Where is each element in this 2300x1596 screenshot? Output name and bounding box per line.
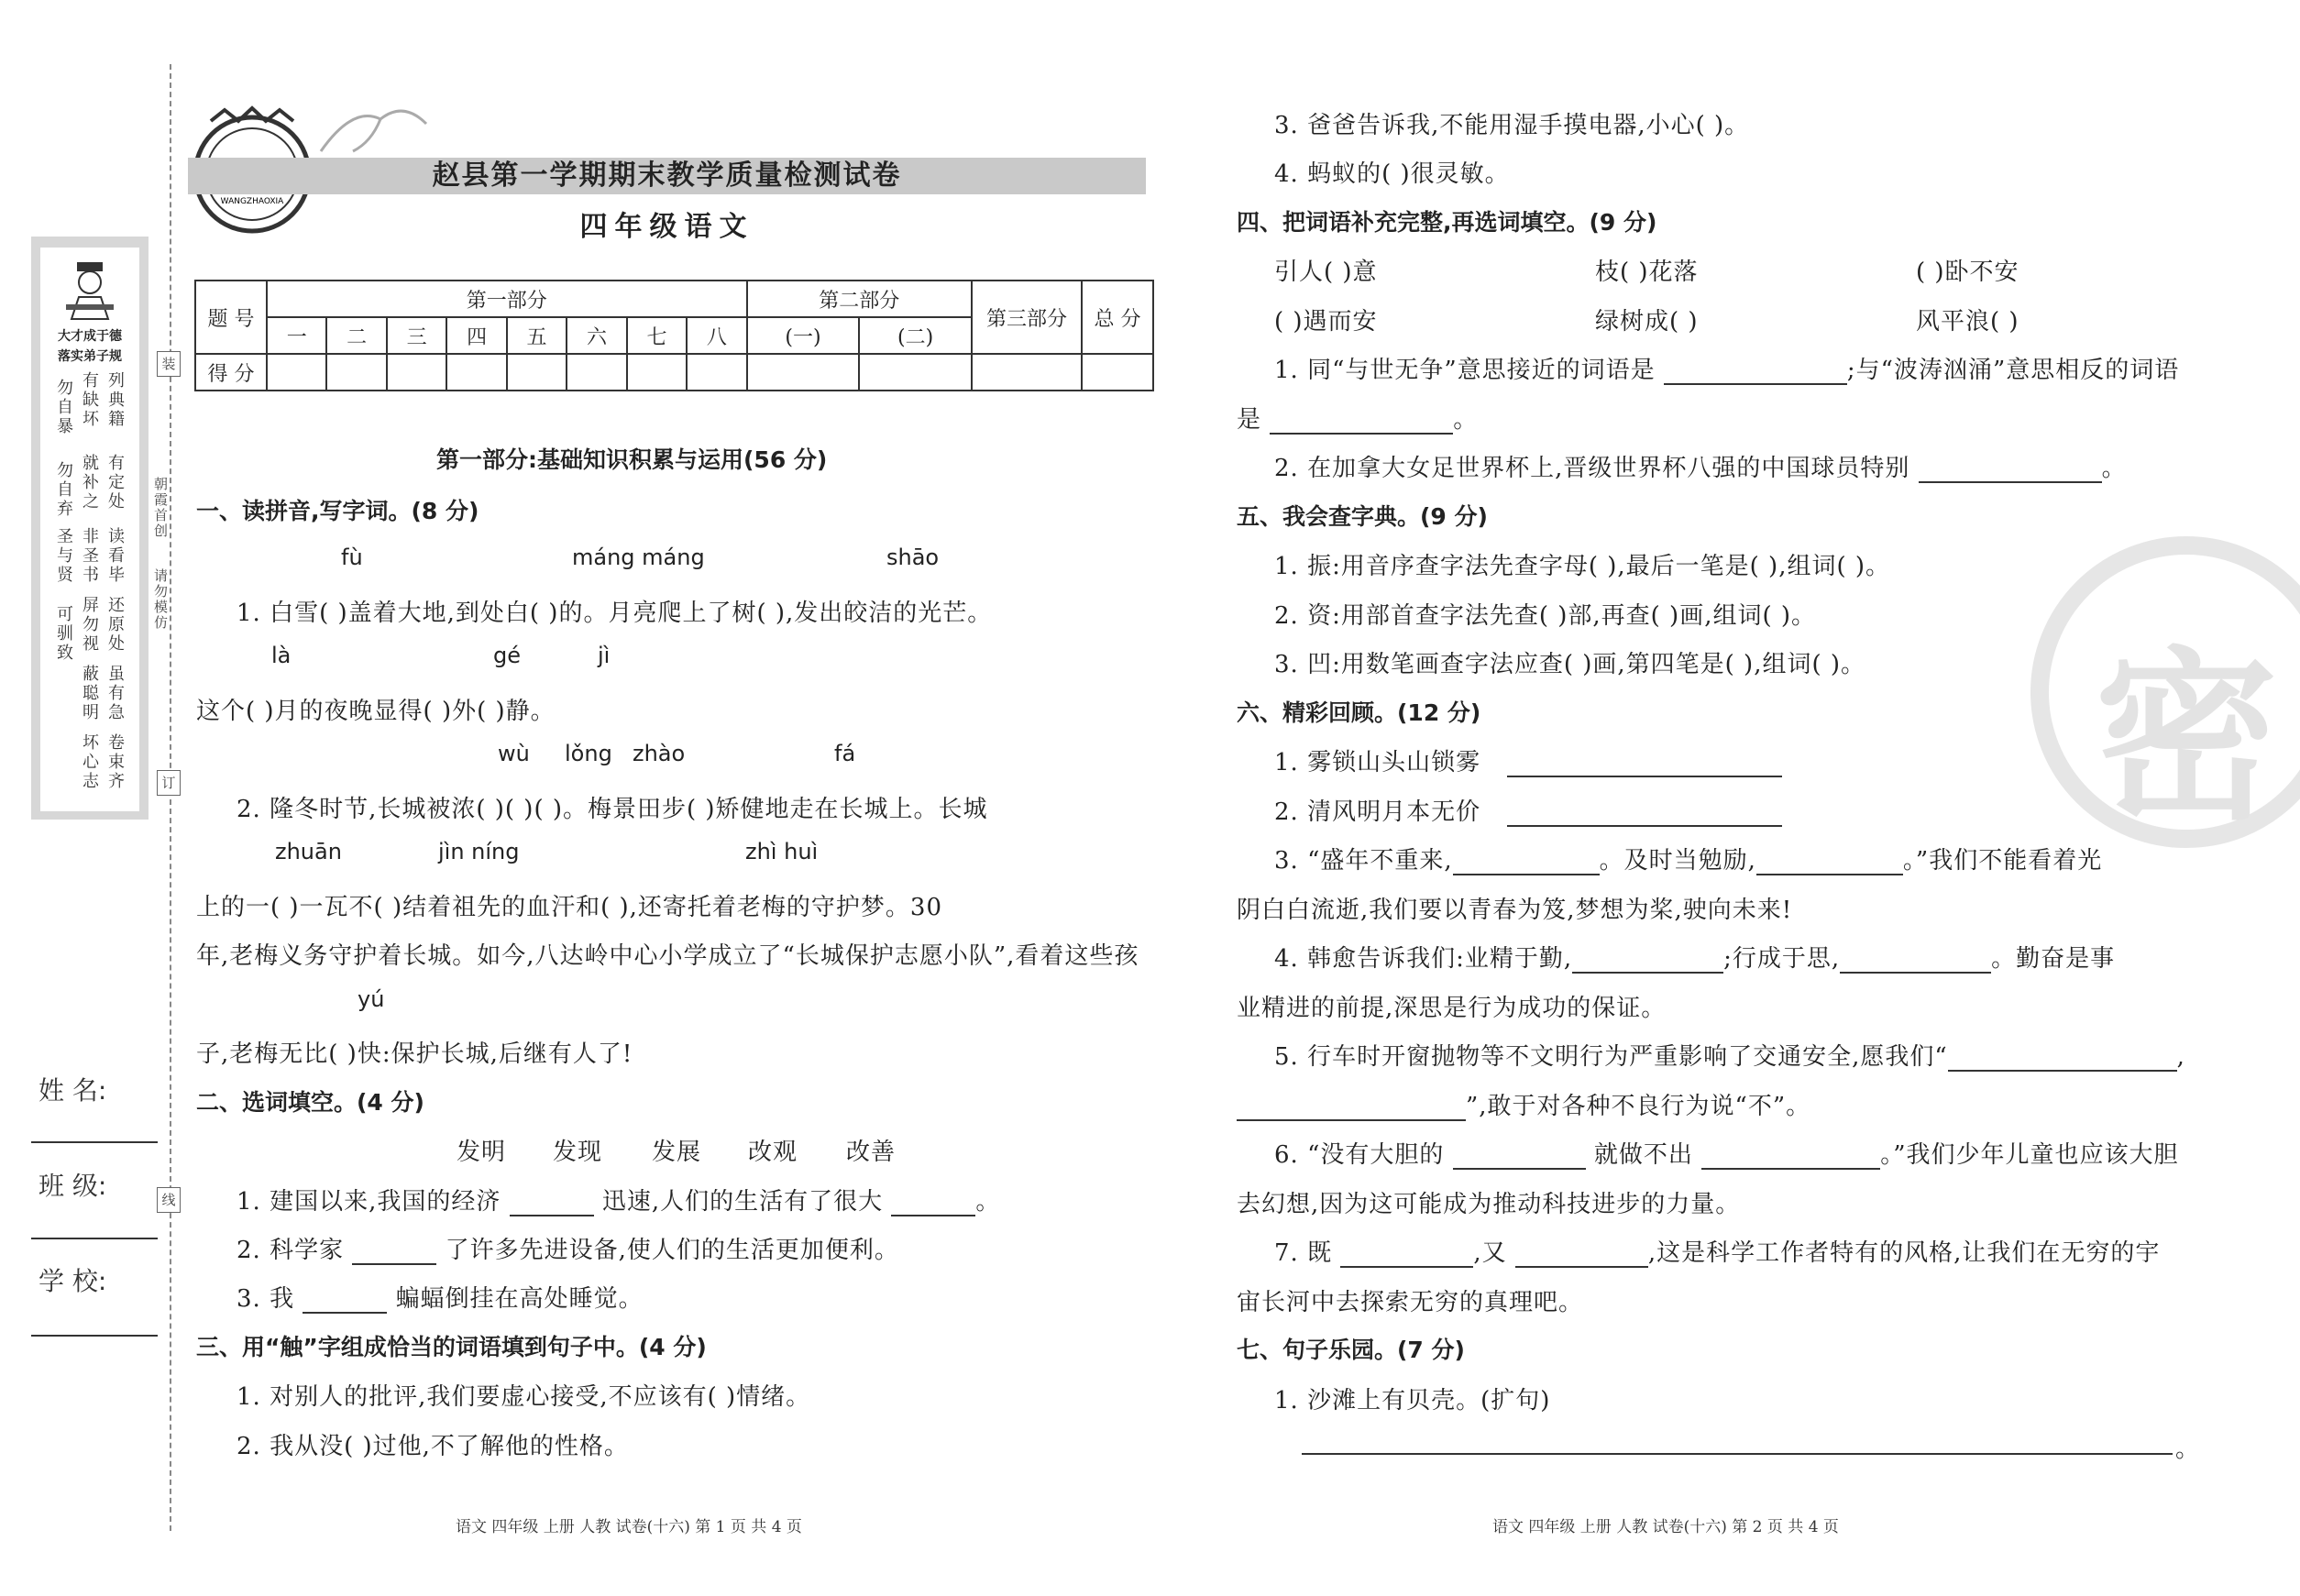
score-table-header: 第二部分: [747, 281, 972, 317]
idiom-item: ( )卧不安: [1916, 259, 2019, 286]
question-line: 2. 隆冬时节,长城被浓( )( )( )。梅景田步( )矫健地走在长城上。长城: [237, 796, 988, 823]
section-6-heading: 六、精彩回顾。(12 分): [1237, 699, 1481, 726]
question-line: 1. 白雪( )盖着大地,到处白( )的。月亮爬上了树( ),发出皎洁的光芒。: [237, 600, 993, 627]
binding-mark: 订: [157, 770, 181, 796]
score-table-col: 四: [446, 317, 506, 354]
pinyin: yú: [358, 986, 385, 1012]
part1-heading: 第一部分:基础知识积累与运用(56 分): [436, 446, 828, 473]
question-line: [1274, 351, 2179, 385]
question-line: 业精进的前提,深思是行为成功的保证。: [1237, 995, 1667, 1022]
question-text: 。: [2101, 455, 2127, 482]
answer-blank[interactable]: [510, 1191, 594, 1216]
question-text: 1. 同“与世无争”意思接近的词语是: [1274, 357, 1656, 384]
score-table: [194, 280, 1154, 391]
question-text: 。及时当勉励,: [1599, 847, 1756, 875]
motto-column: 虽有急: [105, 665, 125, 722]
ribbon-decoration: [316, 96, 435, 160]
motto-column: 勿自暴: [54, 379, 73, 436]
score-cell[interactable]: [567, 354, 626, 391]
section-7-heading: 七、句子乐园。(7 分): [1237, 1337, 1465, 1363]
score-cell[interactable]: [1082, 354, 1153, 391]
question-line: 1. 振:用音序查字法先查字母( ),最后一笔是( ),组词( )。: [1274, 553, 1891, 580]
score-table-header: 第三部分: [972, 281, 1082, 354]
question-line: 1. 沙滩上有贝壳。(扩句): [1274, 1387, 1551, 1414]
word-option: 发明: [457, 1139, 507, 1166]
pinyin: lǒng: [565, 741, 612, 766]
answer-blank[interactable]: [1453, 1144, 1586, 1170]
school-field[interactable]: [31, 1335, 158, 1337]
pinyin: zhì huì: [745, 839, 819, 864]
answer-blank[interactable]: [1340, 1242, 1473, 1268]
question-line: 宙长河中去探索无穷的真理吧。: [1237, 1289, 1584, 1316]
pinyin: wù: [498, 741, 530, 766]
logo-subtext: WANGZHAOXIA: [220, 197, 284, 206]
pinyin: shāo: [886, 545, 940, 570]
word-option: 改善: [846, 1139, 897, 1166]
question-line: [237, 1231, 899, 1265]
idiom-item: ( )遇而安: [1274, 308, 1378, 336]
answer-blank[interactable]: [303, 1288, 387, 1314]
pinyin: gé: [493, 643, 521, 668]
question-line: [237, 1280, 644, 1314]
name-field[interactable]: [31, 1141, 158, 1143]
question-line: 1. 对别人的批评,我们要虚心接受,不应该有( )情绪。: [237, 1383, 811, 1411]
question-text: 蝙蝠倒挂在高处睡觉。: [395, 1285, 644, 1313]
score-cell[interactable]: [387, 354, 446, 391]
question-line: 3. 爸爸告诉我,不能用湿手摸电器,小心( )。: [1274, 112, 1750, 139]
question-text: 。”我们少年儿童也应该大胆: [1880, 1141, 2179, 1169]
idiom-item: 风平浪( ): [1916, 308, 2019, 336]
confidential-watermark: [2030, 536, 2300, 848]
score-cell[interactable]: [627, 354, 687, 391]
score-table-header: 题 号: [195, 281, 267, 354]
motto-column: 屏勿视: [80, 596, 99, 654]
question-text: ;行成于思,: [1723, 945, 1841, 973]
motto-column: 列典籍: [105, 371, 125, 429]
question-line: [237, 1183, 1000, 1216]
score-cell[interactable]: [687, 354, 746, 391]
section-4-heading: 四、把词语补充完整,再选词填空。(9 分): [1237, 209, 1657, 236]
motto-column: 勿自弃: [54, 461, 73, 519]
pinyin: fù: [341, 545, 363, 570]
answer-blank[interactable]: [1515, 1242, 1648, 1268]
motto-column: 可驯致: [54, 605, 73, 663]
question-text: 。”我们不能看着光: [1902, 847, 2103, 875]
score-table-header: 总 分: [1082, 281, 1153, 354]
pinyin: fá: [834, 741, 856, 766]
score-table-col: 二: [326, 317, 386, 354]
answer-blank[interactable]: [1270, 409, 1453, 435]
section-1-heading: 一、读拼音,写字词。(8 分): [196, 498, 479, 524]
binding-line: [170, 64, 171, 1531]
score-row-label: 得 分: [195, 354, 267, 391]
section-5-heading: 五、我会查字典。(9 分): [1237, 503, 1488, 530]
motto-column: 有定处: [105, 454, 125, 512]
motto-column: 蔽聪明: [80, 665, 99, 722]
question-line: 4. 蚂蚁的( )很灵敏。: [1274, 160, 1510, 188]
answer-blank[interactable]: [352, 1239, 436, 1265]
answer-blank[interactable]: [1948, 1046, 2177, 1072]
question-line: 这个( )月的夜晚显得( )外( )静。: [196, 698, 556, 725]
question-text: ”,敢于对各种不良行为说“不”。: [1466, 1093, 1811, 1120]
question-text: 7. 既: [1274, 1239, 1333, 1267]
answer-line[interactable]: [1302, 1453, 2173, 1455]
question-text: 迅速,人们的生活有了很大: [601, 1188, 884, 1216]
answer-blank[interactable]: [1453, 850, 1600, 875]
binding-mark: 线: [157, 1187, 181, 1213]
motto-column: 圣与贤: [54, 527, 73, 585]
motto-line-1: 大才成于德: [58, 329, 122, 344]
score-table-col: 五: [507, 317, 567, 354]
gutter-text-1: 朝霞首创: [152, 477, 169, 539]
question-line: [1274, 1038, 2185, 1072]
pinyin: jìn níng: [438, 839, 520, 864]
binding-mark: 装: [157, 351, 181, 377]
score-cell[interactable]: [507, 354, 567, 391]
motto-column: 读看毕: [105, 527, 125, 585]
exam-title: 赵县第一学期期末教学质量检测试卷: [432, 160, 902, 192]
question-text: 2. 在加拿大女足世界杯上,晋级世界杯八强的中国球员特别: [1274, 455, 1910, 482]
pinyin: zhào: [633, 741, 686, 766]
motto-sidebar: [31, 237, 149, 820]
answer-blank[interactable]: [1507, 801, 1782, 827]
school-label: 学 校:: [39, 1266, 107, 1296]
answer-blank[interactable]: [1840, 948, 1991, 974]
class-label: 班 级:: [39, 1171, 107, 1201]
word-option: 改观: [748, 1139, 798, 1166]
page-footer-right: 语文 四年级 上册 人教 试卷(十六) 第 2 页 共 4 页: [1492, 1518, 1839, 1536]
answer-blank[interactable]: [1664, 359, 1847, 385]
motto-column: 卷束齐: [105, 733, 125, 791]
section-2-heading: 二、选词填空。(4 分): [196, 1089, 424, 1116]
question-line: [1274, 940, 2115, 974]
question-line: [1274, 793, 1782, 827]
question-text: 。: [2175, 1436, 2201, 1463]
question-line: 3. 凹:用数笔画查字法应查( )画,第四笔是( ),组词( )。: [1274, 651, 1866, 678]
question-line: 去幻想,因为这可能成为推动科技进步的力量。: [1237, 1191, 1741, 1218]
question-line: [1274, 1234, 2160, 1268]
question-line: 子,老梅无比( )快:保护长城,后继有人了!: [196, 1040, 633, 1068]
score-table-header: 第一部分: [267, 281, 747, 317]
question-line: 上的一( )一瓦不( )结着祖先的血汗和( ),还寄托着老梅的守护梦。30: [196, 894, 943, 921]
question-line: [1274, 1136, 2178, 1170]
answer-blank[interactable]: [1756, 850, 1903, 875]
motto-card: [40, 248, 139, 811]
question-text: 。勤奋是事: [1991, 945, 2116, 973]
question-line: 2. 我从没( )过他,不了解他的性格。: [237, 1433, 629, 1460]
motto-column: 非圣书: [80, 527, 99, 585]
question-line: [1274, 449, 2127, 483]
motto-column: 有缺坏: [80, 371, 99, 429]
score-table-col: 八: [687, 317, 746, 354]
question-text: 就做不出: [1593, 1141, 1693, 1169]
pinyin: zhuān: [275, 839, 342, 864]
score-table-col: 一: [267, 317, 326, 354]
question-text: 。: [1453, 406, 1479, 434]
question-line: [1237, 401, 1478, 435]
score-cell[interactable]: [267, 354, 326, 391]
question-text: 5. 行车时开窗抛物等不文明行为严重影响了交通安全,愿我们“: [1274, 1043, 1948, 1071]
question-line: 阴白白流逝,我们要以青春为笈,梦想为桨,驶向未来!: [1237, 897, 1793, 924]
question-text: 是: [1237, 406, 1262, 434]
scholar-figure-icon: [62, 259, 117, 323]
gutter-text-2: 请勿模仿: [152, 568, 169, 631]
idiom-item: 引人( )意: [1274, 259, 1378, 286]
idiom-item: 绿树成( ): [1595, 308, 1699, 336]
question-text: ;与“波涛汹涌”意思相反的词语: [1846, 357, 2180, 384]
answer-blank[interactable]: [1919, 457, 2102, 483]
question-text: 1. 雾锁山头山锁雾: [1274, 749, 1481, 776]
question-text: 了许多先进设备,使人们的生活更加便利。: [445, 1237, 899, 1264]
motto-column: 还原处: [105, 596, 125, 654]
score-cell[interactable]: [972, 354, 1082, 391]
score-table-col: (二): [859, 317, 972, 354]
score-table-col: 六: [567, 317, 626, 354]
motto-column: 就补之: [80, 454, 99, 512]
class-field[interactable]: [31, 1238, 158, 1239]
page-footer-left: 语文 四年级 上册 人教 试卷(十六) 第 1 页 共 4 页: [456, 1518, 802, 1536]
answer-blank[interactable]: [891, 1191, 975, 1216]
section-3-heading: 三、用“触”字组成恰当的词语填到句子中。(4 分): [196, 1334, 707, 1360]
watermark-text: 密: [2095, 630, 2279, 845]
word-option: 发现: [553, 1139, 603, 1166]
answer-blank[interactable]: [1701, 1144, 1880, 1170]
pinyin: máng máng: [572, 545, 705, 570]
question-text: 6. “没有大胆的: [1274, 1141, 1445, 1169]
motto-column: 坏心志: [80, 733, 99, 791]
pinyin: jì: [598, 643, 611, 668]
question-text: 3. “盛年不重来,: [1274, 847, 1453, 875]
question-text: ,: [2176, 1043, 2185, 1071]
word-option: 发展: [652, 1139, 702, 1166]
question-text: 4. 韩愈告诉我们:业精于勤,: [1274, 945, 1573, 973]
score-cell[interactable]: [859, 354, 972, 391]
answer-blank[interactable]: [1507, 752, 1782, 777]
question-text: ,又: [1473, 1239, 1507, 1267]
idiom-item: 枝( )花落: [1595, 259, 1699, 286]
question-line: [1237, 1087, 1810, 1121]
question-text: 。: [975, 1188, 1001, 1216]
name-label: 姓 名:: [39, 1075, 107, 1106]
answer-blank[interactable]: [1572, 948, 1723, 974]
score-table-col: 三: [387, 317, 446, 354]
pinyin: là: [271, 643, 292, 668]
score-table-col: 七: [627, 317, 687, 354]
motto-line-2: 落实弟子规: [58, 349, 122, 364]
exam-subtitle: 四年级语文: [579, 211, 754, 243]
score-cell[interactable]: [747, 354, 860, 391]
question-line: [1274, 842, 2102, 875]
score-cell[interactable]: [446, 354, 506, 391]
question-line: 2. 资:用部首查字法先查( )部,再查( )画,组词( )。: [1274, 602, 1817, 630]
question-text: ,这是科学工作者特有的风格,让我们在无穷的宇: [1647, 1239, 2161, 1267]
score-cell[interactable]: [326, 354, 386, 391]
answer-blank[interactable]: [1237, 1095, 1466, 1121]
score-table-col: (一): [747, 317, 860, 354]
question-text: 2. 清风明月本无价: [1274, 798, 1481, 826]
question-text: 3. 我: [237, 1285, 295, 1313]
question-text: 2. 科学家: [237, 1237, 345, 1264]
question-text: 1. 建国以来,我国的经济: [237, 1188, 501, 1216]
question-line: 年,老梅义务守护着长城。如今,八达岭中心小学成立了“长城保护志愿小队”,看着这些孩: [196, 942, 1139, 970]
question-line: [1274, 743, 1782, 777]
